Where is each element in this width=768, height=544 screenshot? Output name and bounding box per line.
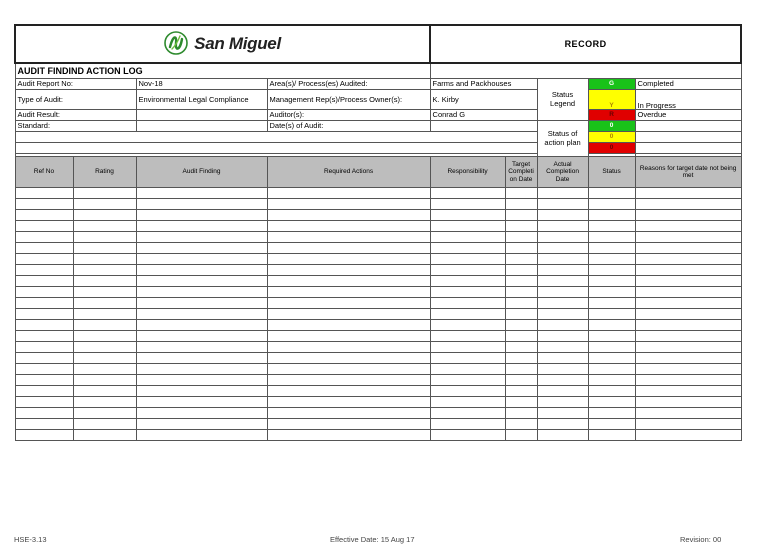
table-cell: [15, 419, 73, 430]
table-cell: [430, 221, 505, 232]
table-cell: [537, 386, 588, 397]
table-cell: [430, 287, 505, 298]
table-cell: [267, 353, 430, 364]
table-cell: [537, 419, 588, 430]
table-cell: [505, 232, 537, 243]
table-cell: [505, 353, 537, 364]
table-cell: [537, 265, 588, 276]
table-row: [15, 232, 741, 243]
table-cell: [136, 309, 267, 320]
table-cell: [635, 298, 741, 309]
table-cell: [15, 276, 73, 287]
table-row: [15, 221, 741, 232]
table-cell: [267, 199, 430, 210]
table-cell: [430, 430, 505, 441]
table-cell: [537, 298, 588, 309]
table-cell: [430, 276, 505, 287]
table-cell: [505, 221, 537, 232]
table-cell: [15, 331, 73, 342]
table-cell: [635, 221, 741, 232]
table-row: [15, 386, 741, 397]
table-cell: [136, 199, 267, 210]
auditors-label: Auditor(s):: [267, 110, 430, 121]
table-cell: [430, 353, 505, 364]
table-cell: [267, 276, 430, 287]
table-cell: [136, 331, 267, 342]
table-cell: [505, 309, 537, 320]
table-cell: [537, 331, 588, 342]
table-cell: [73, 408, 136, 419]
audit-result-label: Audit Result:: [15, 110, 136, 121]
table-cell: [267, 232, 430, 243]
table-cell: [267, 342, 430, 353]
table-cell: [15, 254, 73, 265]
table-cell: [73, 221, 136, 232]
table-cell: [73, 188, 136, 199]
table-cell: [505, 342, 537, 353]
audit-report-no-label: Audit Report No:: [15, 79, 136, 90]
table-cell: [15, 287, 73, 298]
table-cell: [430, 265, 505, 276]
table-cell: [430, 199, 505, 210]
table-cell: [73, 320, 136, 331]
table-cell: [505, 188, 537, 199]
table-cell: [136, 265, 267, 276]
table-cell: [635, 309, 741, 320]
page-footer: [0, 533, 768, 543]
table-cell: [136, 386, 267, 397]
type-of-audit-value: Environmental Legal Compliance: [136, 90, 267, 110]
table-cell: [430, 309, 505, 320]
table-cell: [588, 342, 635, 353]
table-cell: [537, 199, 588, 210]
table-cell: [73, 265, 136, 276]
status-legend-label: Status Legend: [537, 79, 588, 121]
table-cell: [267, 386, 430, 397]
table-cell: [588, 309, 635, 320]
table-cell: [73, 342, 136, 353]
table-cell: [73, 331, 136, 342]
table-row: [15, 364, 741, 375]
table-cell: [588, 408, 635, 419]
table-cell: [635, 364, 741, 375]
table-row: [15, 199, 741, 210]
table-cell: [588, 221, 635, 232]
table-cell: [136, 364, 267, 375]
table-cell: [136, 221, 267, 232]
table-row: [15, 210, 741, 221]
table-cell: [15, 243, 73, 254]
table-cell: [267, 265, 430, 276]
areas-value: Farms and Packhouses: [430, 79, 537, 90]
table-cell: [136, 210, 267, 221]
table-cell: [635, 232, 741, 243]
table-cell: [537, 243, 588, 254]
table-cell: [537, 397, 588, 408]
table-cell: [635, 386, 741, 397]
table-row: [15, 265, 741, 276]
dates-label: Date(s) of Audit:: [267, 121, 430, 132]
table-cell: [15, 408, 73, 419]
col-header-required-actions: Required Actions: [267, 157, 430, 188]
table-cell: [588, 287, 635, 298]
table-cell: [136, 419, 267, 430]
table-cell: [136, 232, 267, 243]
table-cell: [635, 287, 741, 298]
table-cell: [635, 375, 741, 386]
table-cell: [537, 430, 588, 441]
table-cell: [588, 199, 635, 210]
table-cell: [588, 298, 635, 309]
table-cell: [267, 210, 430, 221]
table-cell: [537, 342, 588, 353]
footer-doc-code: HSE-3.13: [14, 535, 47, 544]
table-cell: [73, 276, 136, 287]
table-cell: [430, 342, 505, 353]
table-cell: [588, 331, 635, 342]
table-cell: [73, 232, 136, 243]
table-cell: [136, 276, 267, 287]
table-cell: [267, 397, 430, 408]
table-cell: [136, 287, 267, 298]
table-cell: [267, 254, 430, 265]
legend-r-swatch: R: [588, 110, 635, 121]
col-header-actual-date: Actual Completion Date: [537, 157, 588, 188]
table-cell: [15, 397, 73, 408]
auditors-value: Conrad G: [430, 110, 537, 121]
table-cell: [588, 210, 635, 221]
table-cell: [635, 342, 741, 353]
table-cell: [136, 254, 267, 265]
table-cell: [267, 430, 430, 441]
table-cell: [537, 309, 588, 320]
areas-label: Area(s)/ Process(es) Audited:: [267, 79, 430, 90]
table-cell: [588, 232, 635, 243]
table-cell: [505, 331, 537, 342]
table-row: [15, 430, 741, 441]
audit-result-value: [136, 110, 267, 121]
table-cell: [15, 188, 73, 199]
table-cell: [267, 287, 430, 298]
table-cell: [73, 298, 136, 309]
table-cell: [73, 430, 136, 441]
empty-log-rows: [15, 188, 741, 441]
table-cell: [635, 199, 741, 210]
table-cell: [430, 243, 505, 254]
table-cell: [15, 199, 73, 210]
table-cell: [267, 309, 430, 320]
table-cell: [267, 221, 430, 232]
table-row: [15, 309, 741, 320]
table-cell: [15, 320, 73, 331]
table-row: [15, 298, 741, 309]
table-cell: [635, 430, 741, 441]
table-cell: [588, 320, 635, 331]
table-cell: [635, 408, 741, 419]
table-cell: [267, 419, 430, 430]
san-miguel-logo-icon: [164, 31, 188, 55]
table-cell: [73, 199, 136, 210]
legend-g-swatch: G: [588, 79, 635, 90]
table-cell: [505, 276, 537, 287]
table-cell: [635, 331, 741, 342]
table-cell: [15, 430, 73, 441]
table-cell: [588, 375, 635, 386]
table-cell: [15, 309, 73, 320]
table-cell: [430, 188, 505, 199]
table-cell: [588, 386, 635, 397]
record-title: RECORD: [430, 25, 741, 63]
table-cell: [588, 254, 635, 265]
table-cell: [537, 210, 588, 221]
table-cell: [537, 188, 588, 199]
table-cell: [136, 342, 267, 353]
table-cell: [635, 276, 741, 287]
table-cell: [15, 298, 73, 309]
table-cell: [430, 320, 505, 331]
table-cell: [505, 298, 537, 309]
action-plan-yellow-count: 0: [588, 132, 635, 143]
table-row: [15, 276, 741, 287]
table-cell: [635, 419, 741, 430]
table-cell: [505, 364, 537, 375]
table-row: [15, 408, 741, 419]
table-cell: [267, 188, 430, 199]
table-cell: [537, 254, 588, 265]
table-cell: [73, 309, 136, 320]
table-cell: [505, 397, 537, 408]
table-cell: [505, 243, 537, 254]
table-row: [15, 254, 741, 265]
table-cell: [505, 386, 537, 397]
column-header-row: [15, 157, 741, 188]
legend-y-swatch: Y: [588, 90, 635, 110]
table-row: [15, 287, 741, 298]
table-cell: [136, 298, 267, 309]
table-cell: [635, 397, 741, 408]
table-cell: [505, 265, 537, 276]
table-cell: [505, 210, 537, 221]
table-cell: [136, 353, 267, 364]
footer-effective-date: Effective Date: 15 Aug 17: [330, 535, 415, 544]
mgmt-rep-label: Management Rep(s)/Process Owner(s):: [267, 90, 430, 110]
table-cell: [537, 232, 588, 243]
action-plan-red-count: 0: [588, 143, 635, 154]
col-header-audit-finding: Audit Finding: [136, 157, 267, 188]
table-row: [15, 243, 741, 254]
action-log-sheet: [14, 24, 740, 441]
type-of-audit-label: Type of Audit:: [15, 90, 136, 110]
table-cell: [430, 386, 505, 397]
table-cell: [505, 408, 537, 419]
table-cell: [15, 353, 73, 364]
table-cell: [15, 364, 73, 375]
table-cell: [430, 331, 505, 342]
table-cell: [73, 397, 136, 408]
table-cell: [15, 232, 73, 243]
table-cell: [635, 188, 741, 199]
table-row: [15, 353, 741, 364]
table-cell: [537, 408, 588, 419]
log-title: AUDIT FINDIND ACTION LOG: [15, 63, 430, 79]
table-cell: [537, 353, 588, 364]
table-cell: [537, 221, 588, 232]
table-cell: [267, 375, 430, 386]
table-cell: [430, 298, 505, 309]
table-cell: [267, 364, 430, 375]
col-header-responsibility: Responsibility: [430, 157, 505, 188]
table-cell: [136, 188, 267, 199]
table-cell: [588, 353, 635, 364]
table-cell: [136, 408, 267, 419]
table-cell: [537, 287, 588, 298]
table-cell: [15, 342, 73, 353]
table-cell: [136, 320, 267, 331]
table-row: [15, 397, 741, 408]
table-row: [15, 375, 741, 386]
table-cell: [505, 199, 537, 210]
legend-g-label: Completed: [635, 79, 741, 90]
table-cell: [73, 210, 136, 221]
action-plan-status-label: Status of action plan: [537, 121, 588, 157]
table-cell: [430, 375, 505, 386]
table-cell: [267, 243, 430, 254]
table-cell: [588, 364, 635, 375]
legend-y-label: In Progress: [635, 90, 741, 110]
col-header-status: Status: [588, 157, 635, 188]
table-cell: [430, 232, 505, 243]
table-cell: [136, 397, 267, 408]
table-cell: [537, 364, 588, 375]
table-cell: [505, 287, 537, 298]
col-header-target-date: Target Completi on Date: [505, 157, 537, 188]
col-header-ref-no: Ref No: [15, 157, 73, 188]
table-cell: [267, 331, 430, 342]
table-cell: [73, 386, 136, 397]
table-cell: [588, 243, 635, 254]
table-cell: [136, 375, 267, 386]
legend-r-label: Overdue: [635, 110, 741, 121]
table-cell: [73, 353, 136, 364]
table-cell: [588, 265, 635, 276]
table-cell: [537, 320, 588, 331]
action-plan-green-count: 0: [588, 121, 635, 132]
table-cell: [430, 210, 505, 221]
table-cell: [588, 276, 635, 287]
col-header-rating: Rating: [73, 157, 136, 188]
table-cell: [588, 188, 635, 199]
col-header-reasons: Reasons for target date not being met: [635, 157, 741, 188]
table-cell: [635, 210, 741, 221]
footer-revision: Revision: 00: [680, 535, 722, 544]
company-name: San Miguel: [194, 33, 281, 53]
table-cell: [635, 265, 741, 276]
table-cell: [136, 430, 267, 441]
table-cell: [73, 375, 136, 386]
table-cell: [15, 210, 73, 221]
audit-report-no-value: Nov-18: [136, 79, 267, 90]
table-cell: [430, 254, 505, 265]
table-cell: [73, 243, 136, 254]
table-cell: [267, 408, 430, 419]
table-row: [15, 342, 741, 353]
dates-value: [430, 121, 537, 132]
action-log-table: [14, 24, 742, 441]
table-cell: [430, 364, 505, 375]
table-cell: [15, 386, 73, 397]
table-cell: [73, 419, 136, 430]
table-cell: [430, 397, 505, 408]
table-cell: [15, 265, 73, 276]
table-cell: [588, 397, 635, 408]
logo-cell: [15, 25, 430, 63]
standard-label: Standard:: [15, 121, 136, 132]
table-row: [15, 419, 741, 430]
table-cell: [588, 419, 635, 430]
standard-value: [136, 121, 267, 132]
table-cell: [588, 430, 635, 441]
table-row: [15, 188, 741, 199]
table-cell: [505, 419, 537, 430]
table-cell: [430, 408, 505, 419]
table-cell: [430, 419, 505, 430]
table-cell: [537, 276, 588, 287]
mgmt-rep-value: K. Kirby: [430, 90, 537, 110]
table-cell: [505, 320, 537, 331]
table-cell: [267, 298, 430, 309]
table-cell: [635, 243, 741, 254]
table-cell: [15, 221, 73, 232]
table-cell: [73, 364, 136, 375]
table-row: [15, 320, 741, 331]
table-cell: [635, 353, 741, 364]
table-cell: [136, 243, 267, 254]
table-cell: [505, 430, 537, 441]
table-cell: [505, 254, 537, 265]
table-cell: [15, 375, 73, 386]
table-cell: [73, 287, 136, 298]
table-cell: [267, 320, 430, 331]
table-cell: [635, 254, 741, 265]
table-cell: [635, 320, 741, 331]
table-row: [15, 331, 741, 342]
table-cell: [537, 375, 588, 386]
table-cell: [505, 375, 537, 386]
table-cell: [73, 254, 136, 265]
